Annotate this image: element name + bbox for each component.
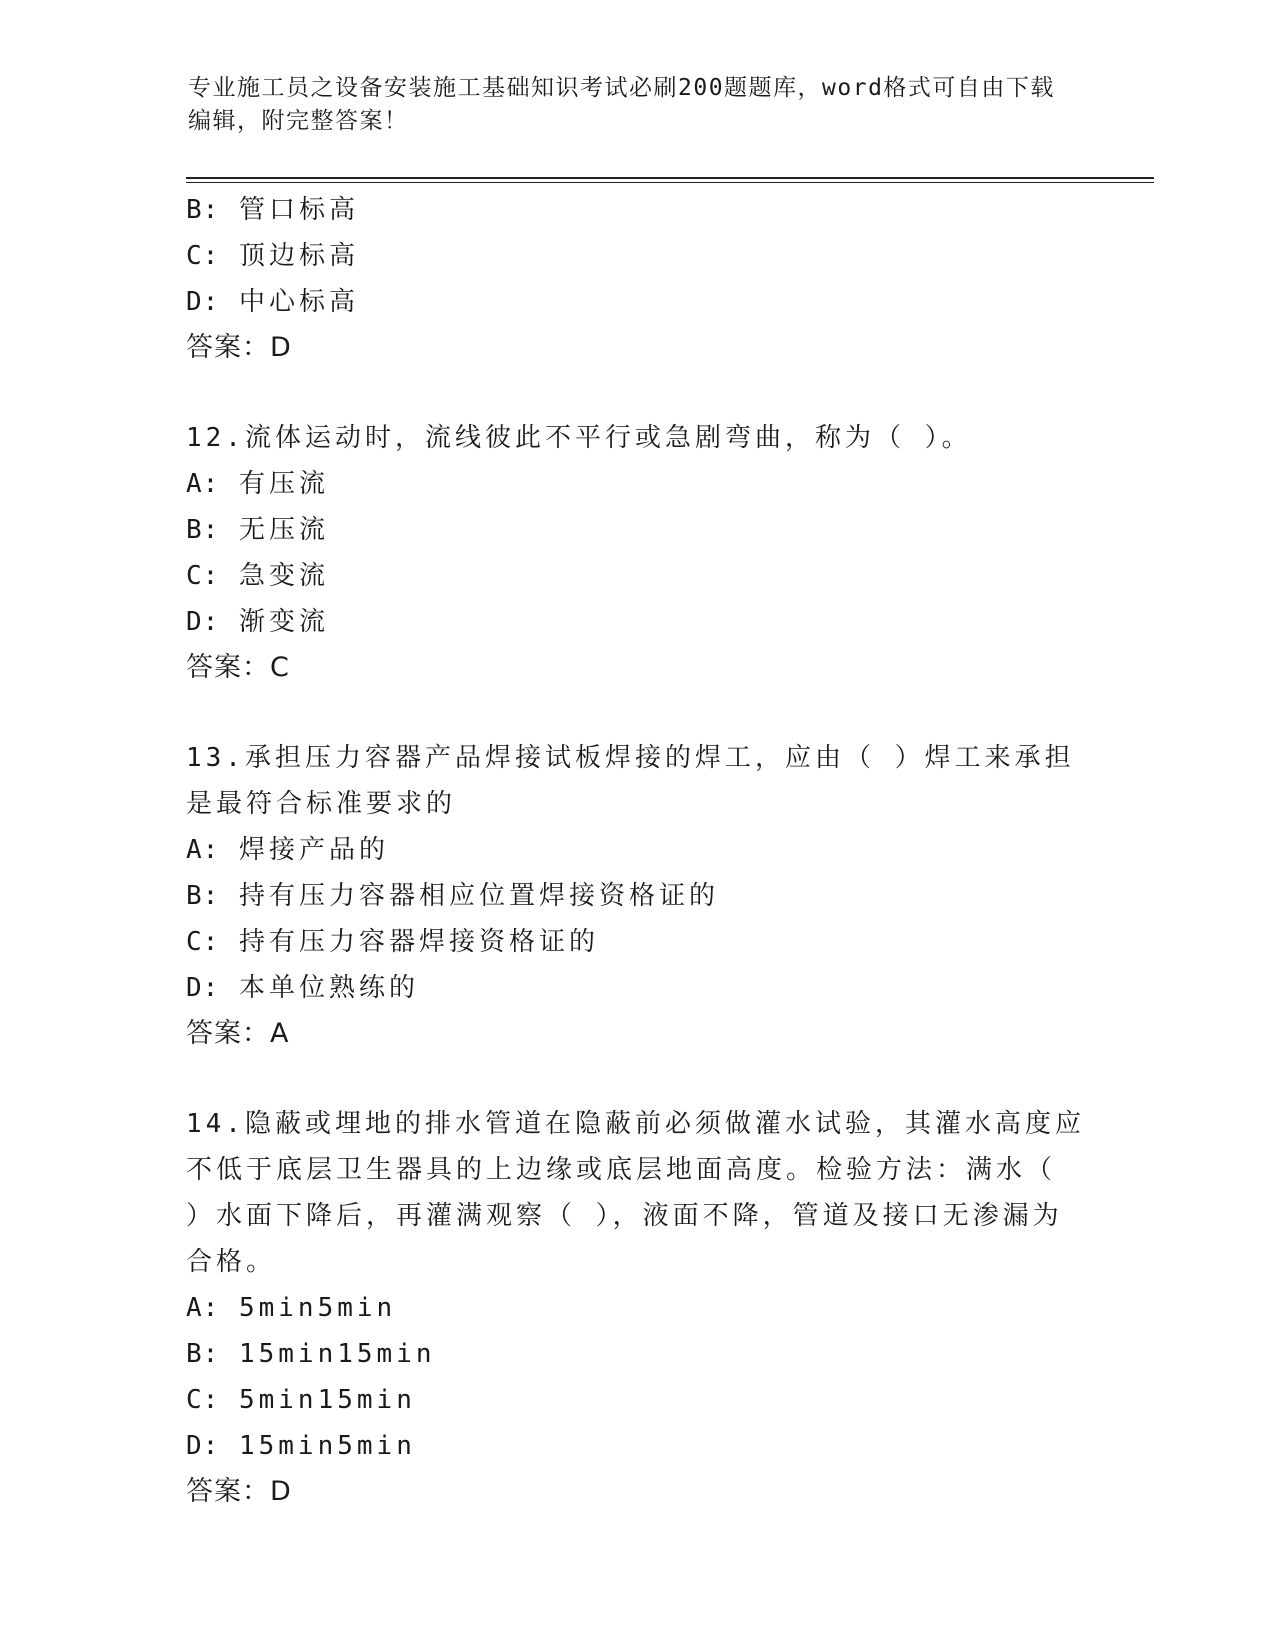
answer-line: 答案：A: [186, 1018, 290, 1049]
answer-line: 答案：D: [186, 1476, 292, 1507]
answer-line: 答案：D: [186, 332, 292, 363]
option-d: D: 本单位熟练的: [186, 973, 419, 1003]
question-block-14: [186, 1101, 1086, 1515]
question-block-11: [186, 187, 1086, 371]
option-b: B: 管口标高: [186, 195, 359, 225]
header-divider-thin: [186, 182, 1154, 183]
answer-line: 答案：C: [186, 652, 290, 683]
question-stem: 12.流体运动时，流线彼此不平行或急剧弯曲，称为（ ）。: [186, 423, 972, 453]
question-block-12: [186, 415, 1086, 691]
option-c: C: 顶边标高: [186, 241, 359, 271]
option-b: B: 持有压力容器相应位置焊接资格证的: [186, 881, 719, 911]
option-d: D: 中心标高: [186, 287, 359, 317]
option-a: A: 有压流: [186, 469, 329, 499]
document-header: 专业施工员之设备安装施工基础知识考试必刷200题题库，word格式可自由下载编辑，附完整答案！: [188, 75, 1055, 134]
question-stem: 14.隐蔽或埋地的排水管道在隐蔽前必须做灌水试验，其灌水高度应不低于底层卫生器具的上边缘或底层地面高度。检验方法：满水（ ）水面下降后，再灌满观察（ ），液面不降，管道及接口无渗漏为合格。: [186, 1109, 1085, 1277]
option-c: C: 急变流: [186, 561, 329, 591]
header-divider-thick: [186, 177, 1154, 179]
option-d: D: 15min5min: [186, 1431, 416, 1461]
option-c: C: 持有压力容器焊接资格证的: [186, 927, 599, 957]
option-a: A: 5min5min: [186, 1293, 397, 1323]
question-block-13: [186, 735, 1086, 1057]
option-b: B: 15min15min: [186, 1339, 436, 1369]
option-b: B: 无压流: [186, 515, 329, 545]
option-a: A: 焊接产品的: [186, 835, 389, 865]
option-c: C: 5min15min: [186, 1385, 416, 1415]
question-content: [186, 187, 1086, 1515]
question-stem: 13.承担压力容器产品焊接试板焊接的焊工，应由（ ）焊工来承担是最符合标准要求的: [186, 743, 1075, 819]
option-d: D: 渐变流: [186, 607, 329, 637]
